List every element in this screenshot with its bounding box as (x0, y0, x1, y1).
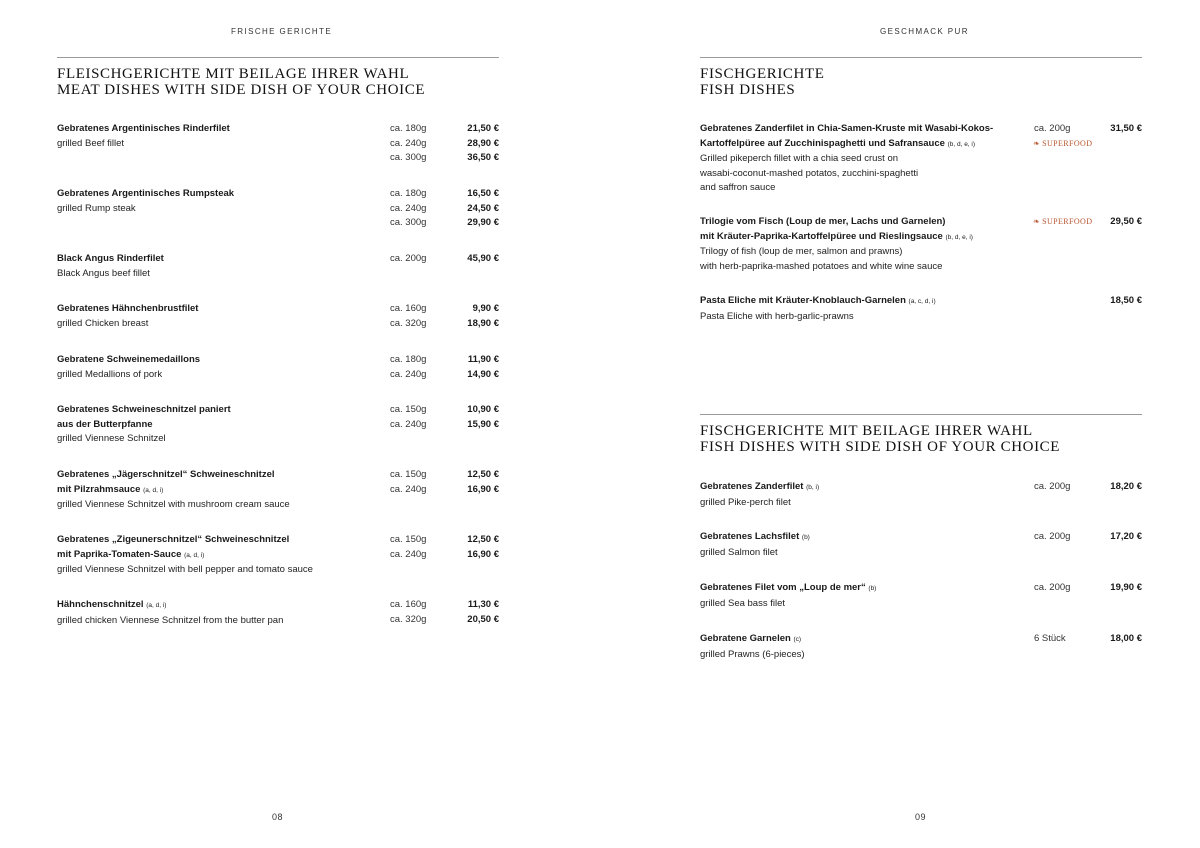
dish-name-en: grilled Medallions of pork (57, 368, 163, 380)
dish-name-de (700, 632, 805, 648)
portion-weight: ca. 150g (390, 404, 427, 415)
price-column (439, 353, 499, 382)
portion-weight: ca. 180g (390, 188, 427, 199)
price: 12,50 € (467, 534, 499, 545)
price: 11,30 € (467, 599, 499, 610)
leaf-icon: ❧ (1033, 138, 1041, 148)
price-column (1082, 215, 1142, 230)
dish-name-en: grilled Prawns (6-pieces) (700, 648, 805, 660)
dish-name-de (57, 302, 198, 317)
portion-weight: ca. 200g (1034, 123, 1071, 134)
section-title-de: FISCHGERICHTE MIT BEILAGE IHRER WAHL (700, 423, 1033, 439)
price: 29,90 € (467, 217, 499, 228)
meat-section-header (57, 57, 499, 98)
price: 9,90 € (472, 303, 499, 314)
portion-weight: ca. 240g (390, 137, 427, 149)
price-column (439, 403, 499, 432)
price: 20,50 € (467, 613, 499, 625)
portion-weight: 6 Stück (1034, 633, 1066, 644)
dish-description (700, 122, 993, 196)
dish-name-de-text: Black Angus Rinderfilet (57, 253, 164, 264)
dish-name-en: grilled Sea bass filet (700, 597, 786, 609)
dish-description (700, 581, 876, 611)
dish-description (57, 187, 234, 216)
dish-description (700, 480, 819, 510)
dish-description (700, 530, 810, 560)
portion-weight: ca. 240g (390, 202, 427, 214)
price-column (439, 187, 499, 231)
section-title-de: FLEISCHGERICHTE MIT BEILAGE IHRER WAHL (57, 66, 410, 82)
price-column (1082, 122, 1142, 137)
running-head-right: GESCHMACK PUR (880, 27, 969, 36)
price: 17,20 € (1110, 531, 1142, 542)
right-page (600, 0, 1200, 848)
page-number-left: 08 (272, 812, 284, 822)
dish-name-de-text: Gebratenes Schweineschnitzel paniert (57, 404, 231, 415)
price-column (439, 252, 499, 267)
section-title-en: FISH DISHES WITH SIDE DISH OF YOUR CHOICE (700, 439, 1061, 455)
page-number-right: 09 (915, 812, 927, 822)
dish-name-en: with herb-paprika-mashed potatoes and white wine sauce (700, 260, 943, 272)
dish-name-en: grilled Beef fillet (57, 137, 125, 149)
dish-name-de-text: Pasta Eliche mit Kräuter-Knoblauch-Garnelen (700, 295, 906, 306)
dish-name-de-text: Trilogie vom Fisch (Loup de mer, Lachs und Garnelen) (700, 216, 946, 227)
dish-name-de-text: mit Paprika-Tomaten-Sauce (57, 548, 182, 560)
dish-name-en: Pasta Eliche with herb-garlic-prawns (700, 310, 854, 322)
price-column (439, 468, 499, 497)
portion-weights (390, 302, 426, 331)
price: 15,90 € (467, 418, 499, 430)
dish-name-en: grilled Salmon filet (700, 546, 778, 558)
allergen-codes: (b) (801, 534, 810, 541)
price: 14,90 € (467, 368, 499, 380)
price: 16,90 € (467, 548, 499, 560)
portion-weight: ca. 180g (390, 123, 427, 134)
dish-name-de (57, 548, 313, 564)
allergen-codes: (c) (793, 636, 802, 643)
portion-weight: ca. 150g (390, 534, 427, 545)
section-rule (700, 57, 1142, 58)
price-column (439, 598, 499, 627)
portion-weight: ca. 320g (390, 613, 427, 625)
dish-name-en: grilled Viennese Schnitzel with bell pepper and tomato sauce (57, 564, 313, 575)
dish-name-de-text: Gebratene Garnelen (700, 633, 791, 644)
portion-weights (1034, 632, 1066, 647)
fish-section-header (700, 57, 1142, 98)
price: 18,20 € (1110, 481, 1142, 492)
section-rule (700, 414, 1142, 415)
portion-weight: ca. 160g (390, 599, 427, 610)
price: 10,90 € (467, 404, 499, 415)
price-column (1082, 632, 1142, 647)
dish-name-en: Trilogy of fish (loup de mer, salmon and prawns) (700, 246, 903, 257)
portion-weights (390, 533, 426, 562)
dish-name-en: grilled Viennese Schnitzel with mushroom cream sauce (57, 499, 290, 510)
dish-name-de-text: Gebratenes Zanderfilet in Chia-Samen-Kruste mit Wasabi-Kokos- (700, 123, 994, 134)
dish-name-en: grilled Rump steak (57, 202, 136, 214)
price-column (439, 302, 499, 331)
price-column (1082, 294, 1142, 309)
allergen-codes: (b) (868, 585, 877, 592)
dish-name-de (700, 581, 876, 597)
dish-description (57, 122, 230, 151)
portion-weight: ca. 240g (390, 368, 427, 380)
dish-name-en: wasabi-coconut-mashed potatos, zucchini-spaghetti (700, 167, 919, 179)
allergen-codes: (a, d, i) (143, 486, 164, 494)
dish-description (57, 403, 231, 447)
dish-description (57, 302, 198, 331)
portion-weight: ca. 240g (390, 548, 427, 560)
price-column (439, 122, 499, 166)
price: 21,50 € (467, 123, 499, 134)
dish-name-de-text: Gebratenes Zanderfilet (700, 481, 804, 492)
dish-name-de-text: Gebratenes „Zigeunerschnitzel“ Schweineschnitzel (57, 534, 290, 545)
portion-weight: ca. 200g (1034, 481, 1071, 492)
portion-weight: ca. 150g (390, 469, 427, 480)
section-rule (57, 57, 499, 58)
price: 18,90 € (467, 317, 499, 329)
dish-name-de-text: Gebratenes Filet vom „Loup de mer“ (700, 582, 866, 593)
allergen-codes: (b, i) (806, 484, 820, 491)
portion-weights (1034, 530, 1070, 545)
dish-name-de (700, 137, 993, 153)
portion-weights (1034, 480, 1070, 495)
price: 12,50 € (467, 469, 499, 480)
price: 18,00 € (1110, 633, 1142, 644)
dish-name-de-text: Hähnchenschnitzel (57, 599, 144, 610)
portion-weights (390, 122, 426, 166)
dish-name-de-text: mit Pilzrahmsauce (57, 483, 141, 495)
running-head-left: FRISCHE GERICHTE (231, 27, 333, 36)
portion-weights (1034, 581, 1070, 596)
price: 24,50 € (467, 202, 499, 214)
portion-weights (390, 353, 426, 382)
section-title-en: MEAT DISHES WITH SIDE DISH OF YOUR CHOICE (57, 82, 426, 98)
portion-weights (390, 598, 426, 627)
price: 36,50 € (467, 152, 499, 163)
dish-name-de (57, 418, 231, 433)
portion-weight: ca. 300g (390, 152, 427, 163)
leaf-icon: ❧ (1033, 217, 1041, 226)
portion-weight: ca. 180g (390, 354, 427, 365)
portion-weights (390, 468, 426, 497)
superfood-label: SUPERFOOD (1042, 138, 1093, 148)
price: 31,50 € (1110, 123, 1142, 134)
dish-name-de (700, 480, 819, 496)
dish-name-en: and saffron sauce (700, 182, 776, 193)
price-column (439, 533, 499, 562)
dish-name-de (700, 215, 973, 230)
portion-weight: ca. 240g (390, 418, 427, 430)
dish-name-en: grilled Viennese Schnitzel (57, 433, 166, 444)
portion-weights (390, 252, 426, 267)
fish-side-section-header (700, 414, 1142, 455)
allergen-codes: (a, d, i) (184, 551, 205, 559)
price: 16,90 € (467, 483, 499, 495)
price-column (1082, 480, 1142, 495)
dish-name-de (700, 122, 993, 137)
portion-weight: ca. 240g (390, 483, 427, 495)
dish-name-de-text: aus der Butterpfanne (57, 418, 153, 430)
price-column (1082, 581, 1142, 596)
dish-name-de-text: Gebratenes Argentinisches Rumpsteak (57, 188, 235, 199)
dish-description (700, 632, 805, 662)
portion-weight: ca. 160g (390, 303, 427, 314)
dish-name-de-text: Gebratenes Hähnchenbrustfilet (57, 303, 199, 314)
dish-name-de (57, 533, 313, 548)
dish-name-de (57, 353, 200, 368)
dish-name-de-text: Gebratene Schweinemedaillons (57, 354, 201, 365)
price: 16,50 € (467, 188, 499, 199)
allergen-codes: (b, d, e, i) (945, 233, 973, 241)
dish-name-de-text: Kartoffelpüree auf Zucchinispaghetti und Safransauce (700, 137, 945, 149)
dish-description (57, 533, 313, 578)
dish-name-en: grilled Pike-perch filet (700, 496, 791, 508)
section-title-en: FISH DISHES (700, 82, 796, 98)
dish-name-en: Grilled pikeperch fillet with a chia seed crust on (700, 153, 899, 164)
portion-weights (1034, 122, 1070, 137)
dish-description (57, 252, 164, 281)
dish-name-en: Black Angus beef fillet (57, 267, 150, 279)
portion-weights (390, 187, 426, 231)
badge-column (1033, 137, 1092, 152)
allergen-codes: (a, c, d, i) (908, 298, 936, 305)
portion-weight: ca. 200g (390, 253, 427, 264)
price: 45,90 € (467, 253, 499, 264)
price: 28,90 € (467, 137, 499, 149)
dish-name-de-text: Gebratenes Lachsfilet (700, 531, 800, 542)
superfood-label: SUPERFOOD (1042, 217, 1093, 226)
portion-weight: ca. 200g (1034, 582, 1071, 593)
dish-name-de (700, 530, 810, 546)
price: 19,90 € (1110, 582, 1142, 593)
dish-description (57, 353, 200, 382)
price: 29,50 € (1110, 216, 1142, 227)
dish-description (700, 294, 936, 324)
dish-name-de-text: mit Kräuter-Paprika-Kartoffelpüree und Rieslingsauce (700, 230, 943, 242)
dish-name-de (57, 252, 164, 267)
superfood-badge (1033, 137, 1092, 152)
allergen-codes: (a, d, i) (146, 602, 167, 609)
dish-name-de-text: Gebratenes Argentinisches Rinderfilet (57, 123, 230, 134)
price-column (1082, 530, 1142, 545)
allergen-codes: (b, d, e, i) (947, 140, 976, 148)
dish-name-de (57, 122, 230, 137)
dish-name-de (57, 598, 283, 614)
dish-name-de (57, 468, 290, 483)
portion-weight: ca. 200g (1034, 531, 1071, 542)
dish-description (700, 215, 973, 274)
price: 18,50 € (1110, 295, 1142, 306)
dish-name-de (700, 230, 973, 246)
section-title-de: FISCHGERICHTE (700, 66, 825, 82)
portion-weight: ca. 320g (390, 317, 427, 329)
dish-name-en: grilled chicken Viennese Schnitzel from the butter pan (57, 614, 284, 626)
portion-weights (390, 403, 426, 432)
dish-description (57, 598, 283, 628)
dish-name-de (57, 403, 231, 418)
portion-weight: ca. 300g (390, 217, 427, 228)
dish-name-en: grilled Chicken breast (57, 317, 149, 329)
dish-name-de (700, 294, 936, 310)
dish-description (57, 468, 290, 513)
price: 11,90 € (467, 354, 499, 365)
dish-name-de (57, 483, 290, 499)
dish-name-de-text: Gebratenes „Jägerschnitzel“ Schweineschnitzel (57, 469, 275, 480)
dish-name-de (57, 187, 234, 202)
